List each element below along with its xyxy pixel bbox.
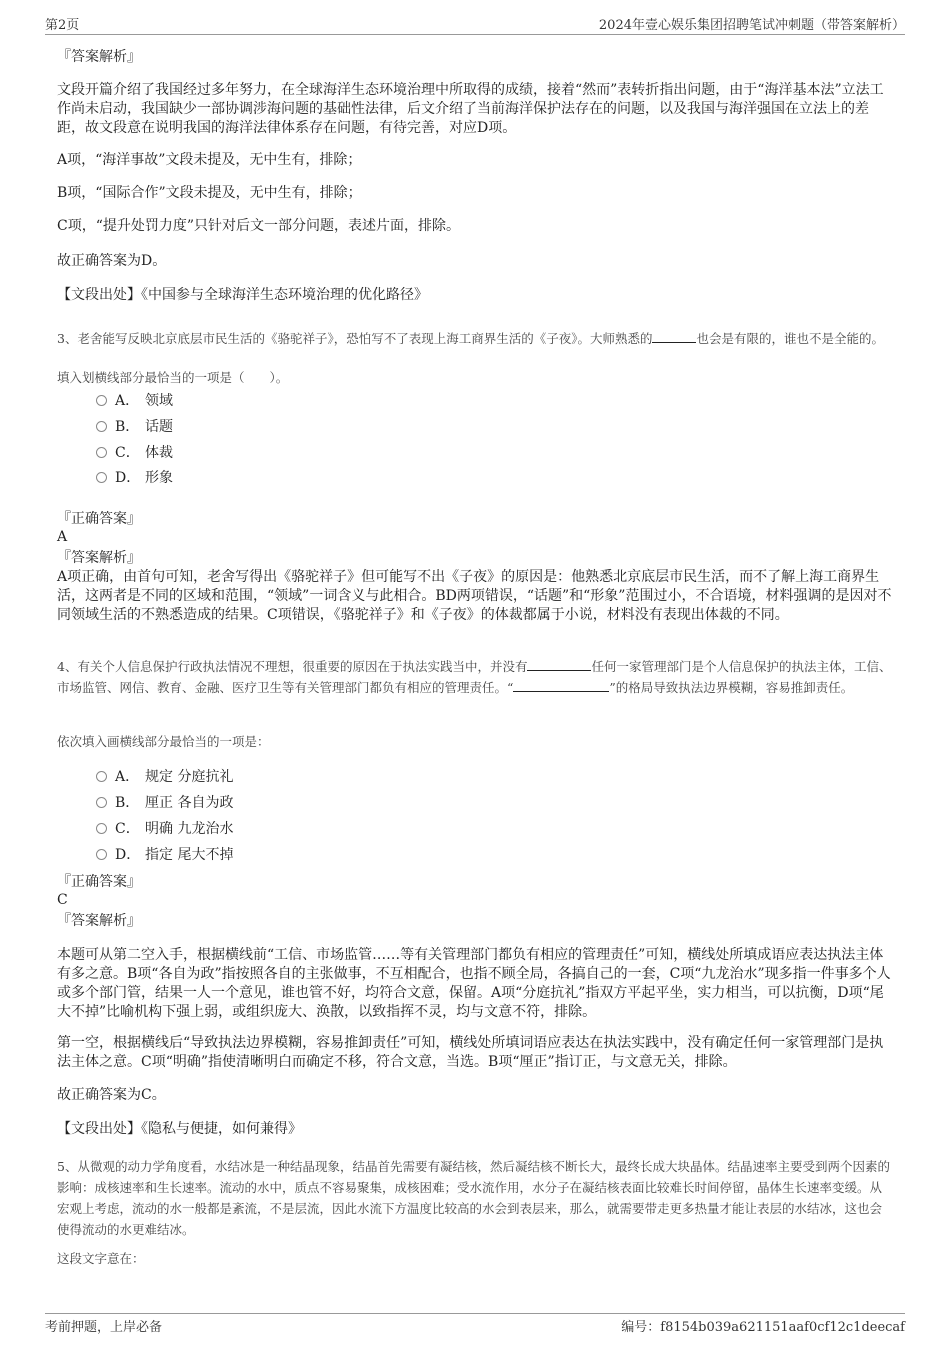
- passage-source: 【文段出处】《隐私与便捷，如何兼得》: [57, 1121, 302, 1137]
- question-5-stem: 5、从微观的动力学角度看，水结冰是一种结晶现象，结晶首先需要有凝结核，然后凝结核不断长大，最终长成大块晶体。结晶速率主要受到两个因素的影响：成核速率和生长速率。流动的水中，质点不容易聚集，成核困难；受水流作用，水分子在凝结核表面比较难长时间停留，晶体生长速率变缓。从宏观上考虑，流动的水一般都是紊流，不是层流，因此水流下方温度比较高的水会到表层来，那么，就需要带走更多热量才能让表层的水结冰，这也会使得流动的水更难结冰。: [57, 1159, 890, 1237]
- question-3-option-c[interactable]: C． 体裁: [96, 442, 173, 462]
- radio-icon[interactable]: [96, 472, 107, 483]
- question-3-option-b[interactable]: B． 话题: [96, 416, 173, 436]
- correct-answer-label: 『正确答案』: [57, 874, 141, 890]
- question-3-stem: [57, 328, 893, 349]
- question-4-blank-1: [527, 658, 591, 671]
- analysis-label: 『答案解析』: [57, 49, 141, 65]
- question-4-option-d[interactable]: D． 指定 尾大不掉: [96, 844, 233, 864]
- answer-conclusion: 故正确答案为D。: [57, 253, 167, 269]
- page-header: [45, 14, 905, 35]
- analysis-label: 『答案解析』: [57, 913, 141, 929]
- passage-source: 【文段出处】《中国参与全球海洋生态环境治理的优化路径》: [57, 287, 428, 303]
- question-3-option-a[interactable]: A． 领域: [96, 390, 173, 410]
- document-title: 2024年壹心娱乐集团招聘笔试冲刺题（带答案解析）: [598, 18, 905, 33]
- question-3-prompt: 填入划横线部分最恰当的一项是（ ）。: [57, 370, 289, 385]
- question-4-prompt: 依次填入画横线部分最恰当的一项是：: [57, 734, 270, 749]
- analysis-label: 『答案解析』: [57, 550, 141, 566]
- question-3-stem-part2: 也会是有限的，谁也不是全能的。: [696, 331, 884, 346]
- question-4-option-b[interactable]: B． 厘正 各自为政: [96, 792, 233, 812]
- question-4-stem: 4、有关个人信息保护行政执法情况不理想，很重要的原因在于执法实践当中，并没有 任何一家管理部门是个人信息保护的执法主体，工信、市场监管、网信、教育、金融、医疗卫生等有关管理部门都负有相应的管理责任。“ ”的格局导致执法边界模糊，容易推卸责任。: [57, 659, 892, 695]
- analysis-paragraph: 文段开篇介绍了我国经过多年努力，在全球海洋生态环境治理中所取得的成绩，接着“然而”表转折指出问题，由于“海洋基本法”立法工作尚未启动，我国缺少一部协调涉海问题的基础性法律，后文介绍了当前海洋保护法存在的问题，以及我国与海洋强国在立法上的差距，故文段意在说明我国的海洋法律体系存在问题，有待完善，对应D项。: [57, 82, 884, 136]
- radio-icon[interactable]: [96, 823, 107, 834]
- radio-icon[interactable]: [96, 447, 107, 458]
- question-4-option-a[interactable]: A． 规定 分庭抗礼: [96, 766, 233, 786]
- analysis-paragraph: A项正确，由首句可知，老舍写得出《骆驼祥子》但可能写不出《子夜》的原因是：他熟悉北京底层市民生活，而不了解上海工商界生活，这两者是不同的区域和范围，“领域”一词含义与此相合。BD两项错误，“话题”和“形象”范围过小，不合语境，材料强调的是因对不同领域生活的不熟悉造成的结果。C项错误，《骆驼祥子》和《子夜》的体裁都属于小说，材料没有表现出体裁的不同。: [57, 569, 892, 623]
- analysis-option-a: A项，“海洋事故”文段未提及，无中生有，排除；: [57, 152, 362, 168]
- analysis-option-c: C项，“提升处罚力度”只针对后文一部分问题，表述片面，排除。: [57, 218, 461, 234]
- page-number: 第2页: [45, 18, 80, 33]
- radio-icon[interactable]: [96, 849, 107, 860]
- page-footer: [45, 1313, 905, 1336]
- question-5-prompt: 这段文字意在：: [57, 1251, 145, 1266]
- analysis-option-b: B项，“国际合作”文段未提及，无中生有，排除；: [57, 185, 362, 201]
- analysis-paragraph: 本题可从第二空入手，根据横线前“工信、市场监管……等有关管理部门都负有相应的管理责任”可知，横线处所填成语应表达执法主体有多之意。B项“各自为政”指按照各自的主张做事，不互相配合，也指不顾全局，各搞自己的一套，C项“九龙治水”现多指一件事多个人或多个部门管，结果一人一个意见，谁也管不好，均符合文意，保留。A项“分庭抗礼”指双方平起平坐，实力相当，可以抗衡，D项“尾大不掉”比喻机构下强上弱，或组织庞大、涣散，以致指挥不灵，均与文意不符，排除。: [57, 947, 891, 1020]
- radio-icon[interactable]: [96, 797, 107, 808]
- question-3-blank: [652, 330, 696, 343]
- footer-slogan: 考前押题，上岸必备: [45, 1320, 163, 1335]
- correct-answer-label: 『正确答案』: [57, 511, 141, 527]
- correct-answer: C: [57, 892, 68, 908]
- question-4-option-c[interactable]: C． 明确 九龙治水: [96, 818, 233, 838]
- question-3-stem-part1: 3、老舍能写反映北京底层市民生活的《骆驼祥子》，恐怕写不了表现上海工商界生活的《子夜》。大师熟悉的: [57, 331, 653, 346]
- question-4-blank-2: [513, 679, 609, 692]
- document-code: 编号：f8154b039a621151aaf0cf12c1deecaf: [621, 1320, 905, 1335]
- radio-icon[interactable]: [96, 421, 107, 432]
- correct-answer: A: [57, 529, 68, 545]
- question-3-option-d[interactable]: D． 形象: [96, 467, 173, 487]
- answer-conclusion: 故正确答案为C。: [57, 1087, 166, 1103]
- radio-icon[interactable]: [96, 771, 107, 782]
- radio-icon[interactable]: [96, 395, 107, 406]
- analysis-paragraph-2: 第一空，根据横线后“导致执法边界模糊，容易推卸责任”可知，横线处所填词语应表达在执法实践中，没有确定任何一家管理部门是执法主体之意。C项“明确”指使清晰明白而确定不移，符合文意，当选。B项“厘正”指订正，与文意无关，排除。: [57, 1035, 884, 1070]
